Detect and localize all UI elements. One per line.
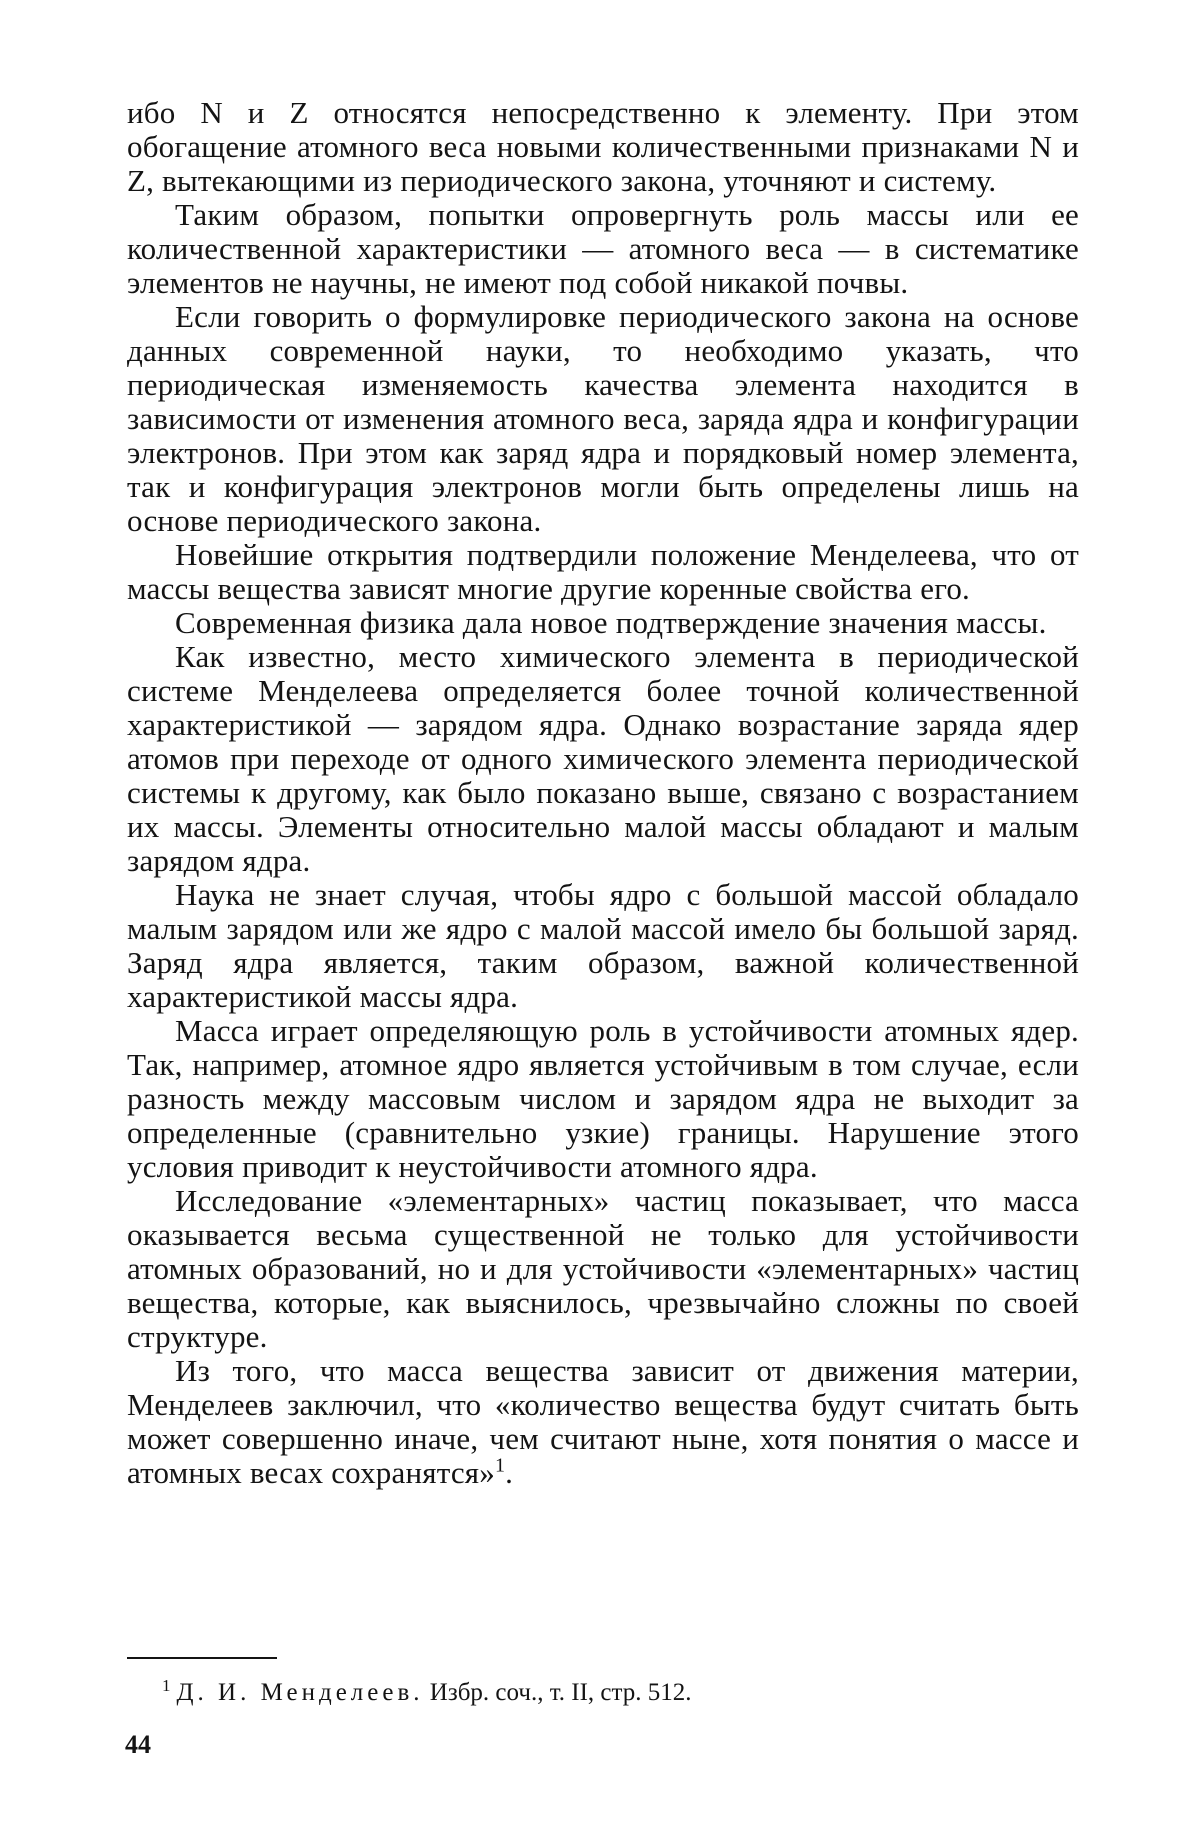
paragraph-5: Современная физика дала новое подтверждение значения массы. — [175, 605, 1047, 640]
main-text — [127, 96, 1079, 1490]
footnote-reference: 1 — [494, 1454, 506, 1477]
paragraph-10-text: Из того, что масса вещества зависит от движения материи, Менделеев заключил, что «количество вещества будут считать быть может совершенно иначе, чем считают ныне, хотя понятия о массе и атомных весах сохранятся» — [127, 1353, 1079, 1490]
paragraph-1: ибо N и Z относятся непосредственно к элементу. При этом обогащение атомного веса новыми количественными признаками N и Z, вытекающими из периодического закона, уточняют и систему. — [127, 95, 1079, 198]
paragraph-2: Таким образом, попытки опровергнуть роль массы или ее количественной характеристики — атомного веса — в систематике элементов не научны, не имеют под собой никакой почвы. — [127, 197, 1079, 300]
paragraph-4: Новейшие открытия подтвердили положение Менделеева, что от массы вещества зависят многие другие коренные свойства его. — [127, 537, 1079, 606]
footnote-source: Избр. соч., т. II, стр. 512. — [429, 1679, 692, 1706]
paragraph-3: Если говорить о формулировке периодического закона на основе данных современной науки, то необходимо указать, что периодическая изменяемость качества элемента находится в зависимости от изменения атомного веса, заряда ядра и конфигурации электронов. При этом как заряд ядра и порядковый номер элемента, так и конфигурация электронов могли быть определены лишь на основе периодического закона. — [127, 299, 1079, 538]
page-number: 44 — [125, 1730, 151, 1759]
paragraph-10: Из того, что масса вещества зависит от движения материи, Менделеев заключил, что «количество вещества будут считать быть может совершенно иначе, чем считают ныне, хотя понятия о массе и атомных весах сохранятся»$^1$. — [127, 1353, 1079, 1490]
paragraph-9: Исследование «элементарных» частиц показывает, что масса оказывается весьма существенной не только для устойчивости атомных образований, но и для устойчивости «элементарных» частиц вещества, которые, как выяснилось, чрезвычайно сложны по своей структуре. — [127, 1183, 1079, 1354]
paragraph-8: Масса играет определяющую роль в устойчивости атомных ядер. Так, например, атомное ядро является устойчивым в том случае, если разность между массовым числом и зарядом ядра не выходит за определенные (сравнительно узкие) границы. Нарушение этого условия приводит к неустойчивости атомного ядра. — [127, 1013, 1079, 1184]
footnote-mark: 1 — [162, 1675, 171, 1695]
paragraph-6: Как известно, место химического элемента в периодической системе Менделеева определяется более точной количественной характеристикой — зарядом ядра. Однако возрастание заряда ядер атомов при переходе от одного химического элемента периодической системы к другому, как было показано выше, связано с возрастанием их массы. Элементы относительно малой массы обладают и малым зарядом ядра. — [127, 639, 1079, 878]
footnote-author: Д. И. Менделеев. — [176, 1679, 424, 1706]
footnote — [162, 1675, 1062, 1708]
footnote-divider — [127, 1657, 277, 1659]
paragraph-7: Наука не знает случая, чтобы ядро с большой массой обладало малым зарядом или же ядро с малой массой имело бы большой заряд. Заряд ядра является, таким образом, важной количественной характеристикой массы ядра. — [127, 877, 1079, 1014]
